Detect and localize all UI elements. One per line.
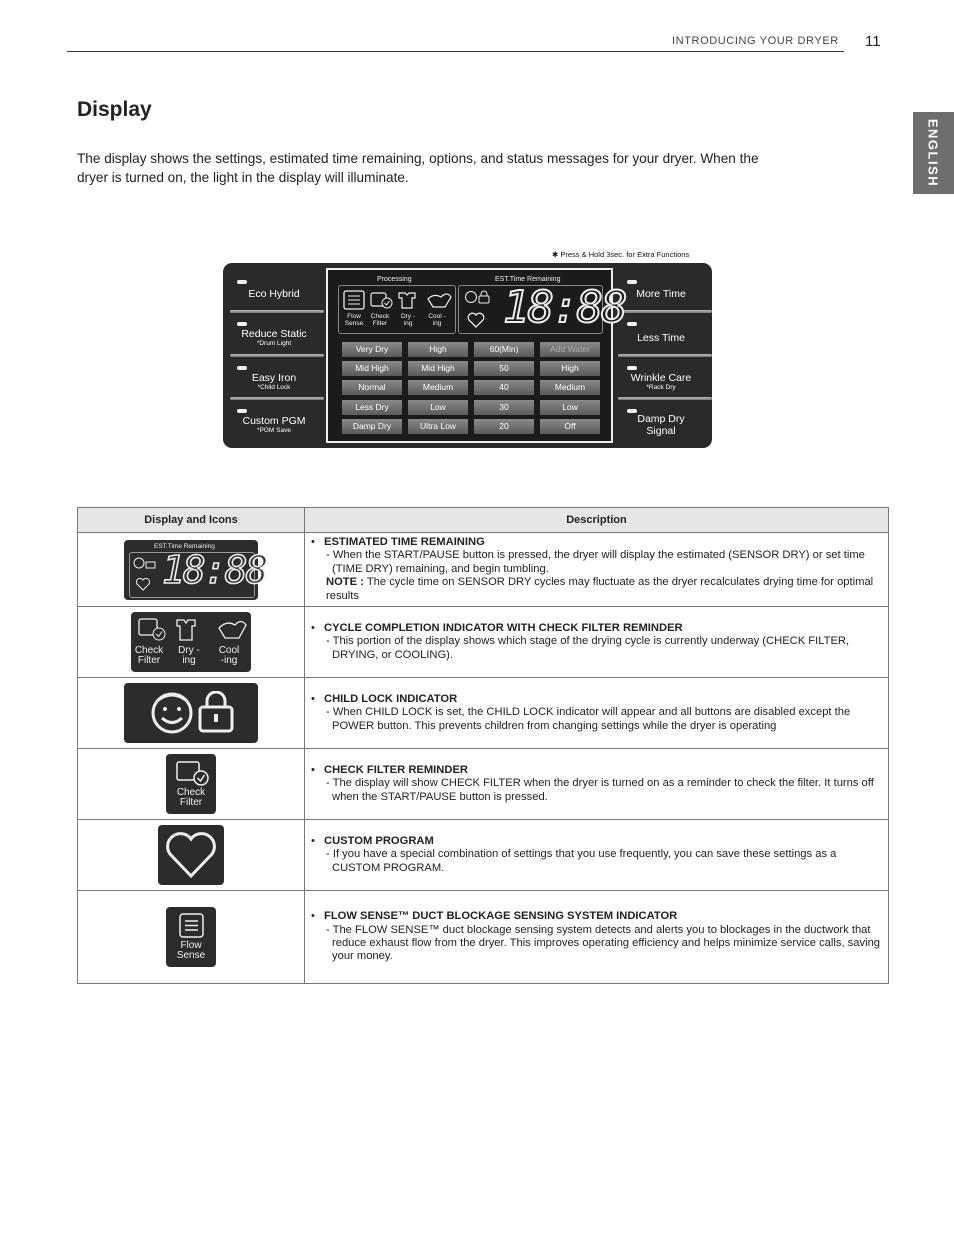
damp-dry-signal-button[interactable]: Damp Dry Signal xyxy=(637,413,685,437)
wrinkle-option: Medium xyxy=(540,380,600,395)
time-option: 30 xyxy=(474,400,534,415)
flow-sense-label: Flow Sense xyxy=(344,313,364,327)
led-indicator xyxy=(237,280,247,284)
time-option: 40 xyxy=(474,380,534,395)
table-row: • CHILD LOCK INDICATOR - When CHILD LOCK is set, the CHILD LOCK indicator will appear and all buttons are disabled except the POWER button. This prevents children from changing settings while the dryer is operating xyxy=(78,678,889,749)
temp-option: Low xyxy=(408,400,468,415)
separator xyxy=(618,397,712,400)
header-rule xyxy=(67,51,844,52)
separator xyxy=(230,397,324,400)
led-indicator xyxy=(627,280,637,284)
child-face-icon xyxy=(466,292,477,303)
table-row: Flow Sense • FLOW SENSE™ DUCT BLOCKAGE SENSING SYSTEM INDICATOR - The FLOW SENSE™ duct blockage sensing system detects and alerts you to blockages in the ductwork that reduce exhaust flow from the dryer. This improves operating efficiency and helps minimize service calls, saving your money. xyxy=(78,891,889,984)
dry-level-option: Less Dry xyxy=(342,400,402,415)
wrinkle-care-button[interactable]: Wrinkle Care *Rack Dry xyxy=(630,372,692,391)
temp-option: High xyxy=(408,342,468,357)
language-label: ENGLISH xyxy=(925,118,941,188)
column-header: Display and Icons xyxy=(78,508,305,533)
section-header: INTRODUCING YOUR DRYER xyxy=(672,35,839,47)
row-description: - If you have a special combination of settings that you use frequently, you can save these settings as a CUSTOM PROGRAM. xyxy=(326,848,837,874)
led-indicator xyxy=(627,366,637,370)
separator xyxy=(618,354,712,357)
time-digits: 18:88 xyxy=(503,282,626,333)
lock-heart-icons xyxy=(464,290,494,330)
eco-hybrid-button[interactable]: Eco Hybrid xyxy=(248,288,300,300)
cool-icon xyxy=(428,294,451,307)
dry-level-option: Mid High xyxy=(342,361,402,376)
dry-icon xyxy=(399,293,415,308)
drying-label: Dry -ing xyxy=(400,313,416,327)
wrinkle-option: Off xyxy=(540,419,600,434)
table-row: Check Filter Dry -ing Cool -ing • CYCLE COMPLETION INDICATOR WITH CHECK FILTER REMINDER - This portion of the display shows which stage of the drying cycle is currently underway (CHECK FILTER, DRYING, or COOLING). xyxy=(78,607,889,678)
check-filter-label: Check Filter xyxy=(370,313,390,327)
est-time-label: EST.Time Remaining xyxy=(495,276,561,283)
custom-pgm-button[interactable]: Custom PGM *PGM Save xyxy=(242,415,306,434)
separator xyxy=(618,310,712,313)
row-description: - When the START/PAUSE button is pressed, the dryer will display the estimated (SENSOR DRY) or set time (TIME DRY) remaining, and begin tumbling. xyxy=(326,549,865,575)
est-time-display-icon: EST.Time Remaining 18:88 xyxy=(124,540,258,600)
time-option: 20 xyxy=(474,419,534,434)
processing-label: Processing xyxy=(377,276,412,283)
display-icons-table xyxy=(77,507,889,984)
temp-option: Medium xyxy=(408,380,468,395)
row-description: - This portion of the display shows which stage of the drying cycle is currently underway (CHECK FILTER, DRYING, or COOLING). xyxy=(326,635,850,661)
language-tab xyxy=(913,112,954,194)
more-time-button[interactable]: More Time xyxy=(636,288,686,300)
table-row: Check Filter • CHECK FILTER REMINDER - The display will show CHECK FILTER when the dryer is turned on as a reminder to check the filter. It turns off when the START/PAUSE button is pressed. xyxy=(78,749,889,820)
led-indicator xyxy=(237,322,247,326)
flow-sense-icon: Flow Sense xyxy=(166,907,216,967)
column-header: Description xyxy=(305,508,889,533)
table-row: EST.Time Remaining 18:88 • ESTIMATED TIME REMAINING - When the START/PAUSE button is pressed, the dryer will display the estimated (SENSOR DRY) or set time (TIME DRY) remaining, and begin tumbling. NOTE : The cycle time on SENSOR DRY cycles may fluctuate as the dryer recalculates drying time for optimal results xyxy=(78,533,889,607)
press-hold-note: ✱ Press & Hold 3sec. for Extra Functions xyxy=(552,250,690,259)
row-description: - The display will show CHECK FILTER when the dryer is turned on as a reminder to check the filter. It turns off when the START/PAUSE button is pressed. xyxy=(326,777,874,803)
add-water-option: Add Water xyxy=(540,342,600,357)
row-title: FLOW SENSE™ DUCT BLOCKAGE SENSING SYSTEM INDICATOR xyxy=(324,910,678,923)
led-indicator xyxy=(237,409,247,413)
row-description: - The FLOW SENSE™ duct blockage sensing system detects and alerts you to blockages in the ductwork that reduce exhaust flow from the dryer. This improves operating efficiency and helps minimize service calls, saving your money. xyxy=(326,923,881,963)
temp-option: Ultra Low xyxy=(408,419,468,434)
check-filter-icon: Check Filter xyxy=(166,754,216,814)
page-title: Display xyxy=(77,98,152,121)
row-title: ESTIMATED TIME REMAINING xyxy=(324,535,485,548)
separator xyxy=(230,310,324,313)
cooling-label: Cool -ing xyxy=(428,313,446,327)
separator xyxy=(230,354,324,357)
heart-icon xyxy=(468,313,484,327)
time-option: 50 xyxy=(474,361,534,376)
custom-program-icon xyxy=(158,825,224,885)
less-time-button[interactable]: Less Time xyxy=(637,332,685,344)
dry-level-option: Normal xyxy=(342,380,402,395)
lock-icon xyxy=(479,296,489,303)
reduce-static-button[interactable]: Reduce Static *Drum Light xyxy=(241,328,307,347)
row-title: CHECK FILTER REMINDER xyxy=(324,763,468,776)
table-row: • CUSTOM PROGRAM - If you have a special combination of settings that you use frequently, you can save these settings as a CUSTOM PROGRAM. xyxy=(78,820,889,891)
wrinkle-option: Low xyxy=(540,400,600,415)
row-title: CUSTOM PROGRAM xyxy=(324,834,434,847)
row-title: CYCLE COMPLETION INDICATOR WITH CHECK FILTER REMINDER xyxy=(324,621,683,634)
status-icons xyxy=(341,289,453,311)
led-indicator xyxy=(237,366,247,370)
dry-level-option: Damp Dry xyxy=(342,419,402,434)
row-description: - When CHILD LOCK is set, the CHILD LOCK indicator will appear and all buttons are disabled except the POWER button. This prevents children from changing settings while the dryer is operating xyxy=(326,706,851,732)
wrinkle-option: High xyxy=(540,361,600,376)
row-note: The cycle time on SENSOR DRY cycles may fluctuate as the dryer recalculates drying time for optimal results xyxy=(326,576,874,602)
dry-level-option: Very Dry xyxy=(342,342,402,357)
easy-iron-button[interactable]: Easy Iron *Child Lock xyxy=(251,372,297,391)
time-option: 60(Min) xyxy=(474,342,534,357)
page-number: 11 xyxy=(865,33,881,50)
temp-option: Mid High xyxy=(408,361,468,376)
intro-paragraph: The display shows the settings, estimated time remaining, options, and status messages for your dryer. When the dryer is turned on, the light in the display will illuminate. xyxy=(77,151,759,185)
note-label: NOTE : xyxy=(326,576,364,589)
child-lock-icon xyxy=(124,683,258,743)
row-title: CHILD LOCK INDICATOR xyxy=(324,692,458,705)
led-indicator xyxy=(627,322,637,326)
cycle-indicator-icon: Check Filter Dry -ing Cool -ing xyxy=(131,612,251,672)
